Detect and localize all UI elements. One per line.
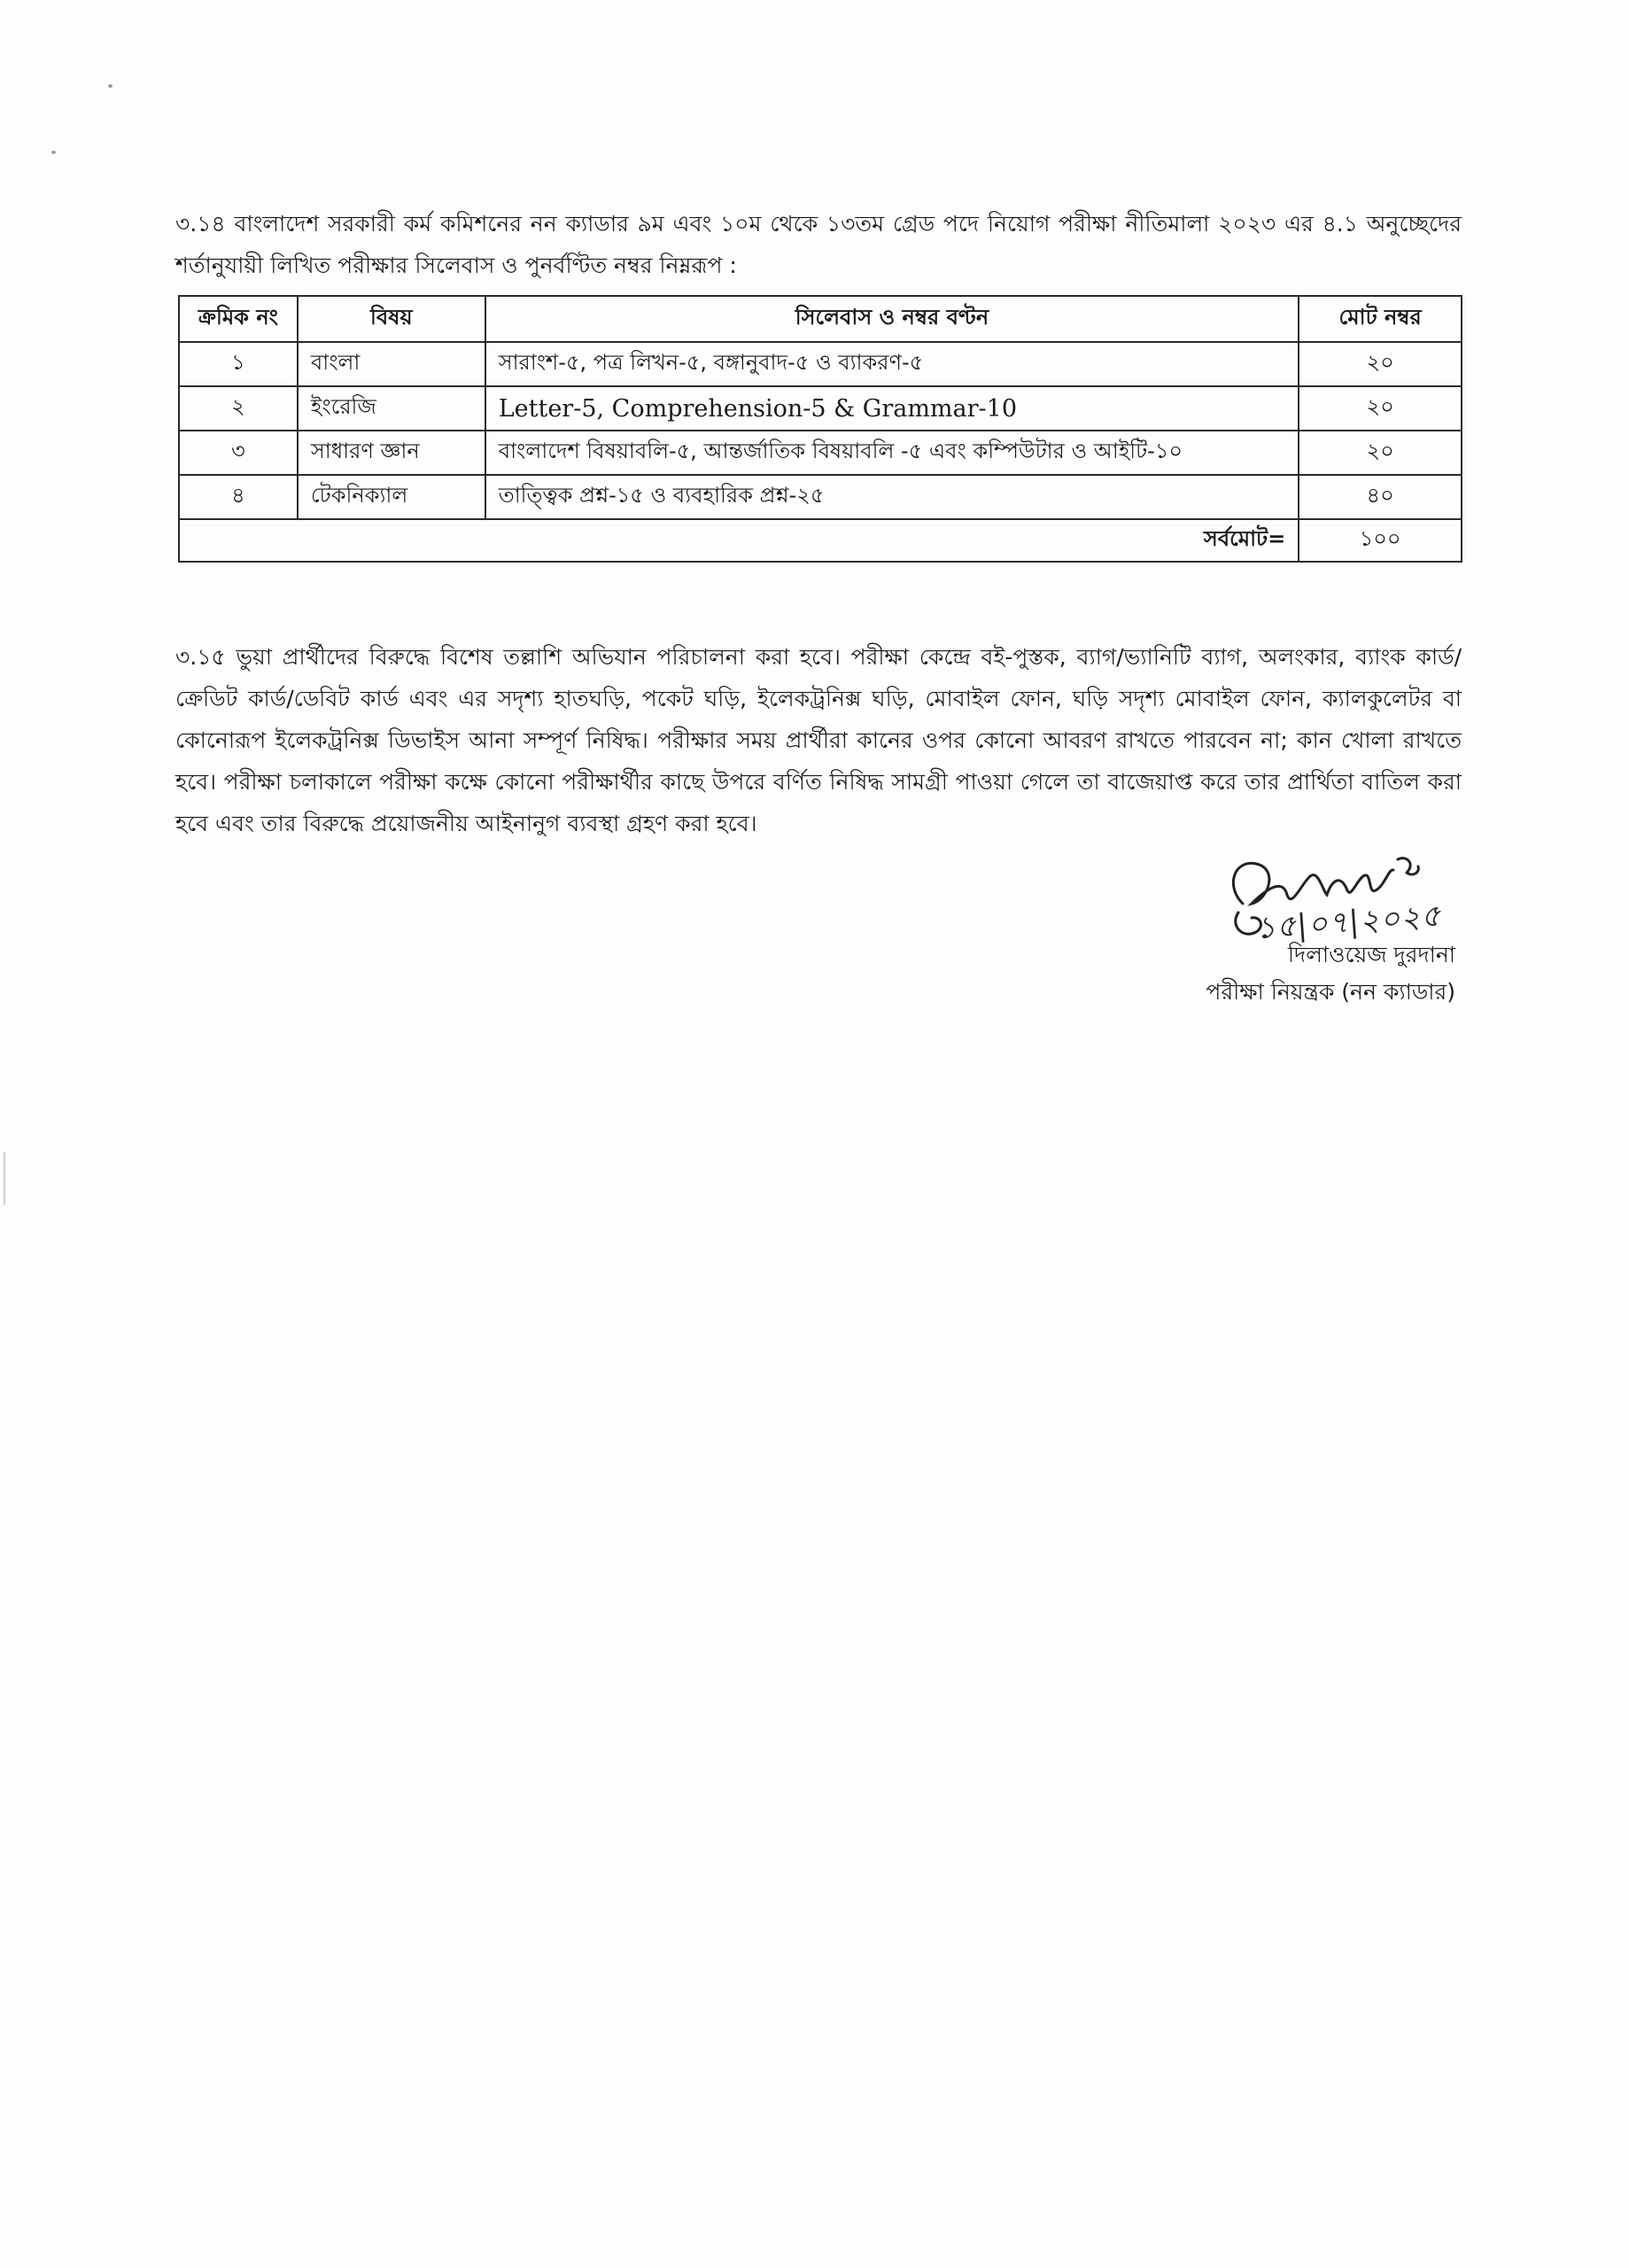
table-total-row bbox=[179, 519, 1462, 562]
row-syllabus: Letter-5, Comprehension-5 & Grammar-10 bbox=[485, 386, 1299, 431]
scan-speck bbox=[108, 84, 112, 88]
header-syllabus: সিলেবাস ও নম্বর বণ্টন bbox=[485, 296, 1299, 342]
row-serial: ১ bbox=[179, 342, 298, 386]
syllabus-marks-table bbox=[178, 295, 1462, 563]
signer-name: দিলাওয়েজ দুরদানা bbox=[1287, 942, 1455, 967]
row-syllabus: সারাংশ-৫, পত্র লিখন-৫, বঙ্গানুবাদ-৫ ও ব্যাকরণ-৫ bbox=[485, 342, 1299, 386]
scan-margin-mark bbox=[4, 1152, 5, 1205]
row-serial: ২ bbox=[179, 386, 298, 431]
row-subject: সাধারণ জ্ঞান bbox=[298, 431, 485, 475]
header-serial: ক্রমিক নং bbox=[179, 296, 298, 342]
table-row bbox=[179, 386, 1462, 431]
row-marks: ২০ bbox=[1299, 342, 1462, 386]
row-syllabus: তাত্ত্বিক প্রশ্ন-১৫ ও ব্যবহারিক প্রশ্ন-২৫ bbox=[485, 475, 1299, 519]
table-row bbox=[179, 431, 1462, 475]
row-marks: ২০ bbox=[1299, 386, 1462, 431]
row-subject: ইংরেজি bbox=[298, 386, 485, 431]
grand-total-value: ১০০ bbox=[1299, 519, 1462, 562]
header-total-marks: মোট নম্বর bbox=[1299, 296, 1462, 342]
table-header-row bbox=[179, 296, 1462, 342]
grand-total-label: সর্বমোট= bbox=[179, 519, 1299, 562]
handwritten-date: ১৫|০৭|২০২৫ bbox=[1254, 897, 1443, 947]
scan-speck bbox=[51, 151, 56, 154]
section-3-14-paragraph: ৩.১৪ বাংলাদেশ সরকারী কর্ম কমিশনের নন ক্যাডার ৯ম এবং ১০ম থেকে ১৩তম গ্রেড পদে নিয়োগ পরীক্ষা নীতিমালা ২০২৩ এর ৪.১ অনুচ্ছেদের শর্তানুযায়ী লিখিত পরীক্ষার সিলেবাস ও পুনর্বণ্টিত নম্বর নিম্নরূপ : bbox=[175, 211, 1462, 278]
section-3-15-paragraph: ৩.১৫ ভুয়া প্রার্থীদের বিরুদ্ধে বিশেষ তল্লাশি অভিযান পরিচালনা করা হবে। পরীক্ষা কেন্দ্রে বই-পুস্তক, ব্যাগ/ভ্যানিটি ব্যাগ, অলংকার, ব্যাংক কার্ড/ক্রেডিট কার্ড/ডেবিট কার্ড এবং এর সদৃশ্য হাতঘড়ি, পকেট ঘড়ি, ইলেকট্রনিক্স ঘড়ি, মোবাইল ফোন, ঘড়ি সদৃশ্য মোবাইল ফোন, ক্যালকুলেটর বা কোনোরূপ ইলেকট্রনিক্স ডিভাইস আনা সম্পূর্ণ নিষিদ্ধ। পরীক্ষার সময় প্রার্থীরা কানের ওপর কোনো আবরণ রাখতে পারবেন না; কান খোলা রাখতে হবে। পরীক্ষা চলাকালে পরীক্ষা কক্ষে কোনো পরীক্ষার্থীর কাছে উপরে বর্ণিত নিষিদ্ধ সামগ্রী পাওয়া গেলে তা বাজেয়াপ্ত করে তার প্রার্থিতা বাতিল করা হবে এবং তার বিরুদ্ধে প্রয়োজনীয় আইনানুগ ব্যবস্থা গ্রহণ করা হবে। bbox=[175, 644, 1462, 836]
row-syllabus: বাংলাদেশ বিষয়াবলি-৫, আন্তর্জাতিক বিষয়াবলি -৫ এবং কম্পিউটার ও আইটি-১০ bbox=[485, 431, 1299, 475]
table-row bbox=[179, 475, 1462, 519]
row-marks: ২০ bbox=[1299, 431, 1462, 475]
row-subject: টেকনিক্যাল bbox=[298, 475, 485, 519]
signer-title: পরীক্ষা নিয়ন্ত্রক (নন ক্যাডার) bbox=[1206, 979, 1455, 1005]
row-serial: ৩ bbox=[179, 431, 298, 475]
row-serial: ৪ bbox=[179, 475, 298, 519]
row-subject: বাংলা bbox=[298, 342, 485, 386]
table-row bbox=[179, 342, 1462, 386]
row-marks: ৪০ bbox=[1299, 475, 1462, 519]
header-subject: বিষয় bbox=[298, 296, 485, 342]
